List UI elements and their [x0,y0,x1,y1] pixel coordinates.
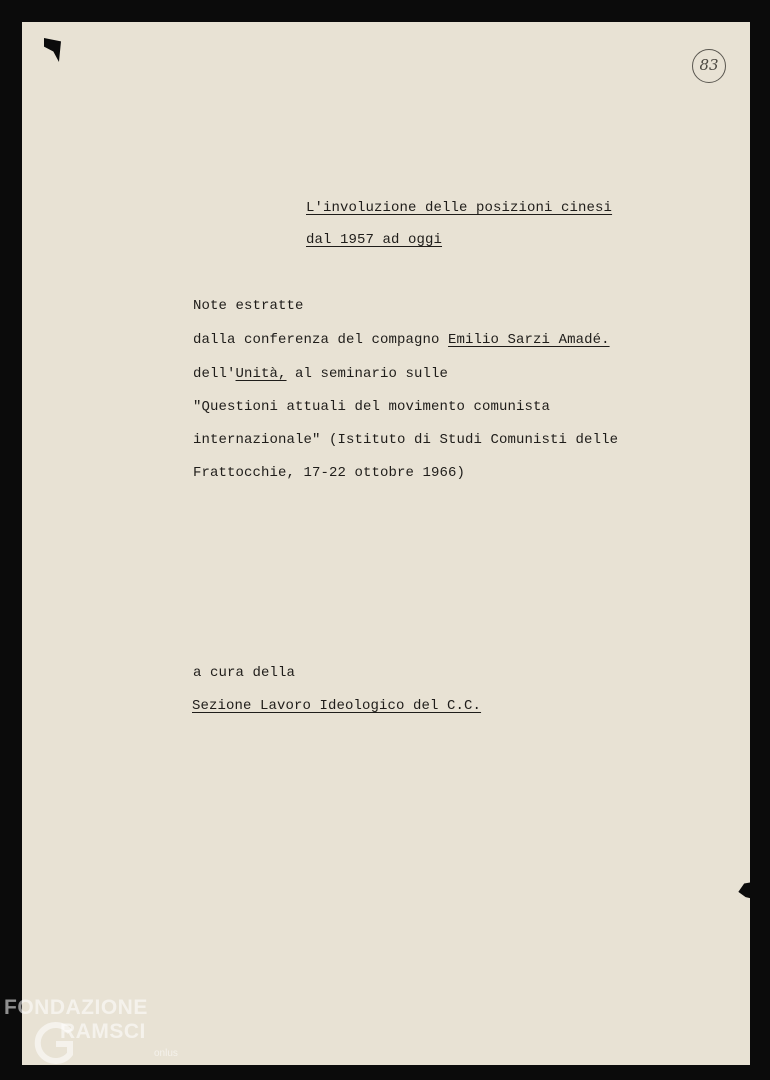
document-title-line2: dal 1957 ad oggi [306,232,443,248]
body-line-4: "Questioni attuali del movimento comunista [193,399,551,415]
body-line-1: Note estratte [193,298,304,314]
body-line-3-suffix: al seminario sulle [286,366,449,382]
body-line-2-prefix: dalla conferenza del compagno [193,332,449,348]
watermark-suffix: onlus [154,1048,178,1059]
watermark-line1: FONDAZIONE [4,996,148,1019]
page-number: 83 [692,49,726,83]
body-line-3-prefix: dell' [193,366,236,382]
watermark-line2: RAMSCI [60,1020,146,1043]
body-line-3 [193,366,448,382]
speaker-name: Emilio Sarzi Amadé. [448,332,610,348]
document-page [22,22,750,1065]
document-title-line1: L'involuzione delle posizioni cinesi [306,200,613,216]
body-line-6: Frattocchie, 17-22 ottobre 1966) [193,465,466,481]
body-line-5: internazionale" (Istituto di Studi Comunisti delle [193,432,619,448]
credit-line-1: a cura della [193,665,296,681]
body-line-2 [193,332,610,348]
fondazione-gramsci-watermark [4,996,194,1076]
credit-line-2: Sezione Lavoro Ideologico del C.C. [192,698,482,714]
newspaper-name: Unità, [235,366,287,382]
